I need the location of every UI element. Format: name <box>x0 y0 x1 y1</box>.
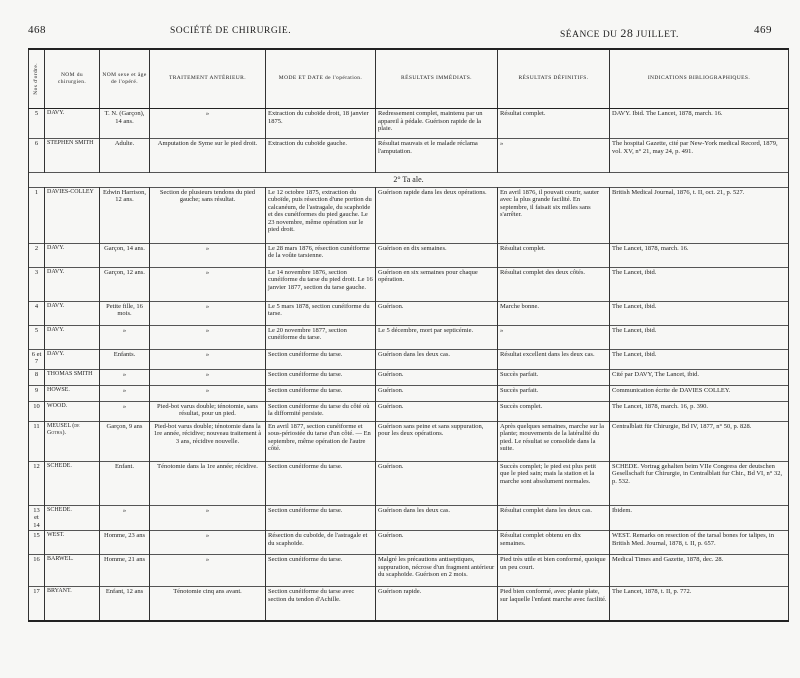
prior-treatment-cell: Amputation de Syme sur le pied droit. <box>150 139 266 173</box>
final-result-cell: Résultat complet. <box>498 243 610 267</box>
final-result-cell: Succès parfait. <box>498 369 610 385</box>
bibliography-cell: Communication écrite de DAVIES COLLEY. <box>610 385 789 401</box>
right-page-number: 469 <box>754 24 772 36</box>
prior-treatment-cell: » <box>150 267 266 301</box>
row-number: 5 <box>29 109 45 139</box>
bibliography-cell: The Lancet, ibid. <box>610 267 789 301</box>
immediate-result-cell: Guérison. <box>376 385 498 401</box>
operation-cell: Extraction du cuboïde droit, 18 janvier 1875. <box>266 109 376 139</box>
surgeon-cell: DAVIES-COLLEY <box>45 187 100 243</box>
table-row <box>29 349 789 369</box>
col-header-number: Nos d'ordre. <box>29 49 45 109</box>
surgeon-cell: DAVY. <box>45 267 100 301</box>
final-result-cell: Succès complet; le pied est plus petit que le pied sain; mais la station et la marche sont absolument normales. <box>498 461 610 505</box>
final-result-cell: Pied très utile et bien conformé, quoique un peu court. <box>498 555 610 587</box>
col-header-prior: TRAITEMENT ANTÉRIEUR. <box>150 49 266 109</box>
prior-treatment-cell: » <box>150 555 266 587</box>
patient-cell: Garçon, 12 ans. <box>100 267 150 301</box>
bibliography-cell: WEST. Remarks on resection of the tarsal bones for talipes, in British Med. Journal, 1878, t. II, p. 657. <box>610 531 789 555</box>
prior-treatment-cell: » <box>150 301 266 325</box>
row-number: 12 <box>29 461 45 505</box>
operation-cell: Le 5 mars 1878, section cunéiforme du tarse. <box>266 301 376 325</box>
operation-cell: Section cunéiforme du tarse. <box>266 385 376 401</box>
patient-cell: T. N. (Garçon), 14 ans. <box>100 109 150 139</box>
final-result-cell: Résultat complet des deux côtés. <box>498 267 610 301</box>
patient-cell: » <box>100 325 150 349</box>
prior-treatment-cell: » <box>150 505 266 531</box>
col-header-patient: NOM sexe et âge de l'opéré. <box>100 49 150 109</box>
patient-cell: Garçon, 14 ans. <box>100 243 150 267</box>
row-number: 6 <box>29 139 45 173</box>
col-header-biblio: INDICATIONS BIBLIOGRAPHIQUES. <box>610 49 789 109</box>
table-row <box>29 461 789 505</box>
table-row <box>29 555 789 587</box>
row-number: 6 et 7 <box>29 349 45 369</box>
row-number: 13 et 14 <box>29 505 45 531</box>
patient-cell: » <box>100 401 150 421</box>
operation-cell: Section cunéiforme du tarse. <box>266 555 376 587</box>
col-header-operation: MODE ET DATE de l'opération. <box>266 49 376 109</box>
row-number: 2 <box>29 243 45 267</box>
table-row <box>29 369 789 385</box>
row-number: 17 <box>29 587 45 621</box>
row-number: 1 <box>29 187 45 243</box>
patient-cell: Homme, 23 ans <box>100 531 150 555</box>
surgeon-cell: SCHEDE. <box>45 505 100 531</box>
left-running-title: SOCIÉTÉ DE CHIRURGIE. <box>170 26 292 36</box>
bibliography-cell: Cité par DAVY, The Lancet, ibid. <box>610 369 789 385</box>
bibliography-cell: DAVY. Ibid. The Lancet, 1878, march. 16. <box>610 109 789 139</box>
table-row <box>29 243 789 267</box>
immediate-result-cell: Redressement complet, maintenu par un appareil à pédale. Guérison rapide de la plaie. <box>376 109 498 139</box>
patient-cell: Garçon, 9 ans <box>100 421 150 461</box>
prior-treatment-cell: Ténotomie dans la 1re année; récidive. <box>150 461 266 505</box>
table-row <box>29 139 789 173</box>
left-page-number: 468 <box>28 24 46 36</box>
table-row <box>29 421 789 461</box>
operations-table <box>28 48 789 622</box>
surgeon-cell: STEPHEN SMITH <box>45 139 100 173</box>
operation-cell: Section cunéiforme du tarse. <box>266 349 376 369</box>
final-result-cell: Succès parfait. <box>498 385 610 401</box>
surgeon-cell: WEST. <box>45 531 100 555</box>
row-number: 8 <box>29 369 45 385</box>
immediate-result-cell: Guérison sans peine et sans suppuration, pour les deux opérations. <box>376 421 498 461</box>
col-header-final: RÉSULTATS DÉFINITIFS. <box>498 49 610 109</box>
table-row <box>29 187 789 243</box>
patient-cell: Petite fille, 16 mois. <box>100 301 150 325</box>
final-result-cell: Pied bien conformé, avec plante plate, sur laquelle l'enfant marche avec facilité. <box>498 587 610 621</box>
prior-treatment-cell: » <box>150 109 266 139</box>
row-number: 4 <box>29 301 45 325</box>
col-header-surgeon: NOM du chirurgien. <box>45 49 100 109</box>
table-row <box>29 325 789 349</box>
bibliography-cell: The Lancet, 1878, march. 16. <box>610 243 789 267</box>
surgeon-cell: BARWEL. <box>45 555 100 587</box>
table-row <box>29 385 789 401</box>
patient-cell: Edwin Harrison, 12 ans. <box>100 187 150 243</box>
immediate-result-cell: Malgré les précautions antiseptiques, suppuration, nécrose d'un fragment antérieur du scaphoïde. Guérison en 2 mois. <box>376 555 498 587</box>
surgeon-cell: WOOD. <box>45 401 100 421</box>
col-header-immediate: RÉSULTATS IMMÉDIATS. <box>376 49 498 109</box>
patient-cell: Adulte. <box>100 139 150 173</box>
immediate-result-cell: Le 5 décembre, mort par septicémie. <box>376 325 498 349</box>
operation-cell: Le 14 novembre 1876, section cunéiforme du tarse du pied droit. Le 16 janvier 1877, section du tarse gauche. <box>266 267 376 301</box>
prior-treatment-cell: » <box>150 369 266 385</box>
patient-cell: » <box>100 385 150 401</box>
table-row <box>29 109 789 139</box>
row-number: 10 <box>29 401 45 421</box>
operation-cell: Résection du cuboïde, de l'astragale et du scaphoïde. <box>266 531 376 555</box>
immediate-result-cell: Guérison dans les deux cas. <box>376 505 498 531</box>
final-result-cell: Résultat excellent dans les deux cas. <box>498 349 610 369</box>
patient-cell: » <box>100 505 150 531</box>
final-result-cell: Résultat complet dans les deux cas. <box>498 505 610 531</box>
prior-treatment-cell: Pied-bot varus double; ténotomie, sans résultat, pour un pied. <box>150 401 266 421</box>
prior-treatment-cell: » <box>150 325 266 349</box>
right-running-title <box>560 26 679 41</box>
right-title-date: 28 <box>620 26 634 40</box>
prior-treatment-cell: » <box>150 531 266 555</box>
operation-cell: Le 12 octobre 1875, extraction du cuboïde, puis résection d'une portion du calcanéum, de l'astragale, du scaphoïde et des cunéiformes du pied gauche. Le 23 novembre, même opération sur le pied droit. <box>266 187 376 243</box>
prior-treatment-cell: » <box>150 385 266 401</box>
surgeon-cell: DAVY. <box>45 243 100 267</box>
operation-cell: Section cunéiforme du tarse. <box>266 505 376 531</box>
final-result-cell: En avril 1876, il pouvait courir, sauter avec la plus grande facilité. En septembre, il faisait six milles sans s'arrêter. <box>498 187 610 243</box>
final-result-cell: Après quelques semaines, marche sur la plante; mouvements de la latéralité du pied. Le résultat se consolide dans la suite. <box>498 421 610 461</box>
table-row <box>29 531 789 555</box>
final-result-cell: » <box>498 325 610 349</box>
prior-treatment-cell: Ténotomie cinq ans avant. <box>150 587 266 621</box>
bibliography-cell: Ibidem. <box>610 505 789 531</box>
right-title-b: JUILLET. <box>636 30 679 40</box>
immediate-result-cell: Guérison. <box>376 461 498 505</box>
operation-cell: Extraction du cuboïde gauche. <box>266 139 376 173</box>
immediate-result-cell: Guérison dans les deux cas. <box>376 349 498 369</box>
prior-treatment-cell: Section de plusieurs tendons du pied gauche; sans résultat. <box>150 187 266 243</box>
surgeon-cell: DAVY. <box>45 301 100 325</box>
patient-cell: » <box>100 369 150 385</box>
operation-cell: Section cunéiforme du tarse. <box>266 369 376 385</box>
row-number: 9 <box>29 385 45 401</box>
bibliography-cell: SCHEDE. Vortrag gehalten beim VIIe Congress der deutschen Gesellschaft fur Chirurgie, in Centralblatt fur Chir., Bd VI, n° 32, p. 532. <box>610 461 789 505</box>
immediate-result-cell: Guérison. <box>376 531 498 555</box>
right-title-a: SÉANCE DU <box>560 30 618 40</box>
operation-cell: En avril 1877, section cunéiforme et sous-périostée du tarse d'un côté. — En septembre, même opération de l'autre côté. <box>266 421 376 461</box>
patient-cell: Enfants. <box>100 349 150 369</box>
prior-treatment-cell: » <box>150 243 266 267</box>
table-row <box>29 587 789 621</box>
surgeon-cell: SCHEDE. <box>45 461 100 505</box>
surgeon-cell: THOMAS SMITH <box>45 369 100 385</box>
bibliography-cell: British Medical Journal, 1876, t. II, oct. 21, p. 527. <box>610 187 789 243</box>
patient-cell: Enfant, 12 ans <box>100 587 150 621</box>
bibliography-cell: The Lancet, ibid. <box>610 325 789 349</box>
surgeon-cell: BRYANT. <box>45 587 100 621</box>
operation-cell: Le 28 mars 1876, résection cunéiforme de la voûte tarsienne. <box>266 243 376 267</box>
section-row <box>29 173 789 188</box>
table-row <box>29 401 789 421</box>
immediate-result-cell: Guérison. <box>376 369 498 385</box>
table-row <box>29 267 789 301</box>
row-number: 5 <box>29 325 45 349</box>
bibliography-cell: The Lancet, 1878, march. 16, p. 390. <box>610 401 789 421</box>
surgeon-cell: DAVY. <box>45 325 100 349</box>
surgeon-cell: MEUSEL (de Gotha). <box>45 421 100 461</box>
surgeon-cell: DAVY. <box>45 349 100 369</box>
bibliography-cell: The Lancet, 1878, t. II, p. 772. <box>610 587 789 621</box>
header-row <box>29 49 789 109</box>
prior-treatment-cell: » <box>150 349 266 369</box>
row-number: 16 <box>29 555 45 587</box>
patient-cell: Homme, 21 ans <box>100 555 150 587</box>
bibliography-cell: Centralblatt für Chirurgie, Bd IV, 1877, n° 50, p. 828. <box>610 421 789 461</box>
table-row <box>29 301 789 325</box>
immediate-result-cell: Guérison. <box>376 401 498 421</box>
immediate-result-cell: Guérison. <box>376 301 498 325</box>
operation-cell: Section cunéiforme du tarse. <box>266 461 376 505</box>
row-number: 11 <box>29 421 45 461</box>
operation-cell: Le 20 novembre 1877, section cunéiforme du tarse. <box>266 325 376 349</box>
final-result-cell: Résultat complet. <box>498 109 610 139</box>
row-number: 15 <box>29 531 45 555</box>
patient-cell: Enfant. <box>100 461 150 505</box>
operation-cell: Section cunéiforme du tarse du côté où la difformité persiste. <box>266 401 376 421</box>
immediate-result-cell: Guérison rapide. <box>376 587 498 621</box>
surgeon-cell: DAVY. <box>45 109 100 139</box>
bibliography-cell: The Lancet, ibid. <box>610 349 789 369</box>
final-result-cell: » <box>498 139 610 173</box>
surgeon-cell: HOWSE. <box>45 385 100 401</box>
bibliography-cell: The hospital Gazette, cité par New-York medical Record, 1879, vol. XV, n° 21, may 24, p. 491. <box>610 139 789 173</box>
final-result-cell: Marche bonne. <box>498 301 610 325</box>
section-title: 2° Ta ale. <box>29 173 789 188</box>
immediate-result-cell: Guérison en dix semaines. <box>376 243 498 267</box>
bibliography-cell: Medical Times and Gazette, 1878, dec. 28. <box>610 555 789 587</box>
table-row <box>29 505 789 531</box>
final-result-cell: Résultat complet obtenu en dix semaines. <box>498 531 610 555</box>
immediate-result-cell: Guérison rapide dans les deux opérations. <box>376 187 498 243</box>
immediate-result-cell: Guérison en six semaines pour chaque opération. <box>376 267 498 301</box>
row-number: 3 <box>29 267 45 301</box>
final-result-cell: Succès complet. <box>498 401 610 421</box>
prior-treatment-cell: Pied-bot varus double; ténotomie dans la 1re année, récidive; nouveau traitement à 3 ans, récidive nouvelle. <box>150 421 266 461</box>
immediate-result-cell: Résultat mauvais et le malade réclama l'amputation. <box>376 139 498 173</box>
bibliography-cell: The Lancet, ibid. <box>610 301 789 325</box>
operation-cell: Section cunéiforme du tarse avec section du tendon d'Achille. <box>266 587 376 621</box>
